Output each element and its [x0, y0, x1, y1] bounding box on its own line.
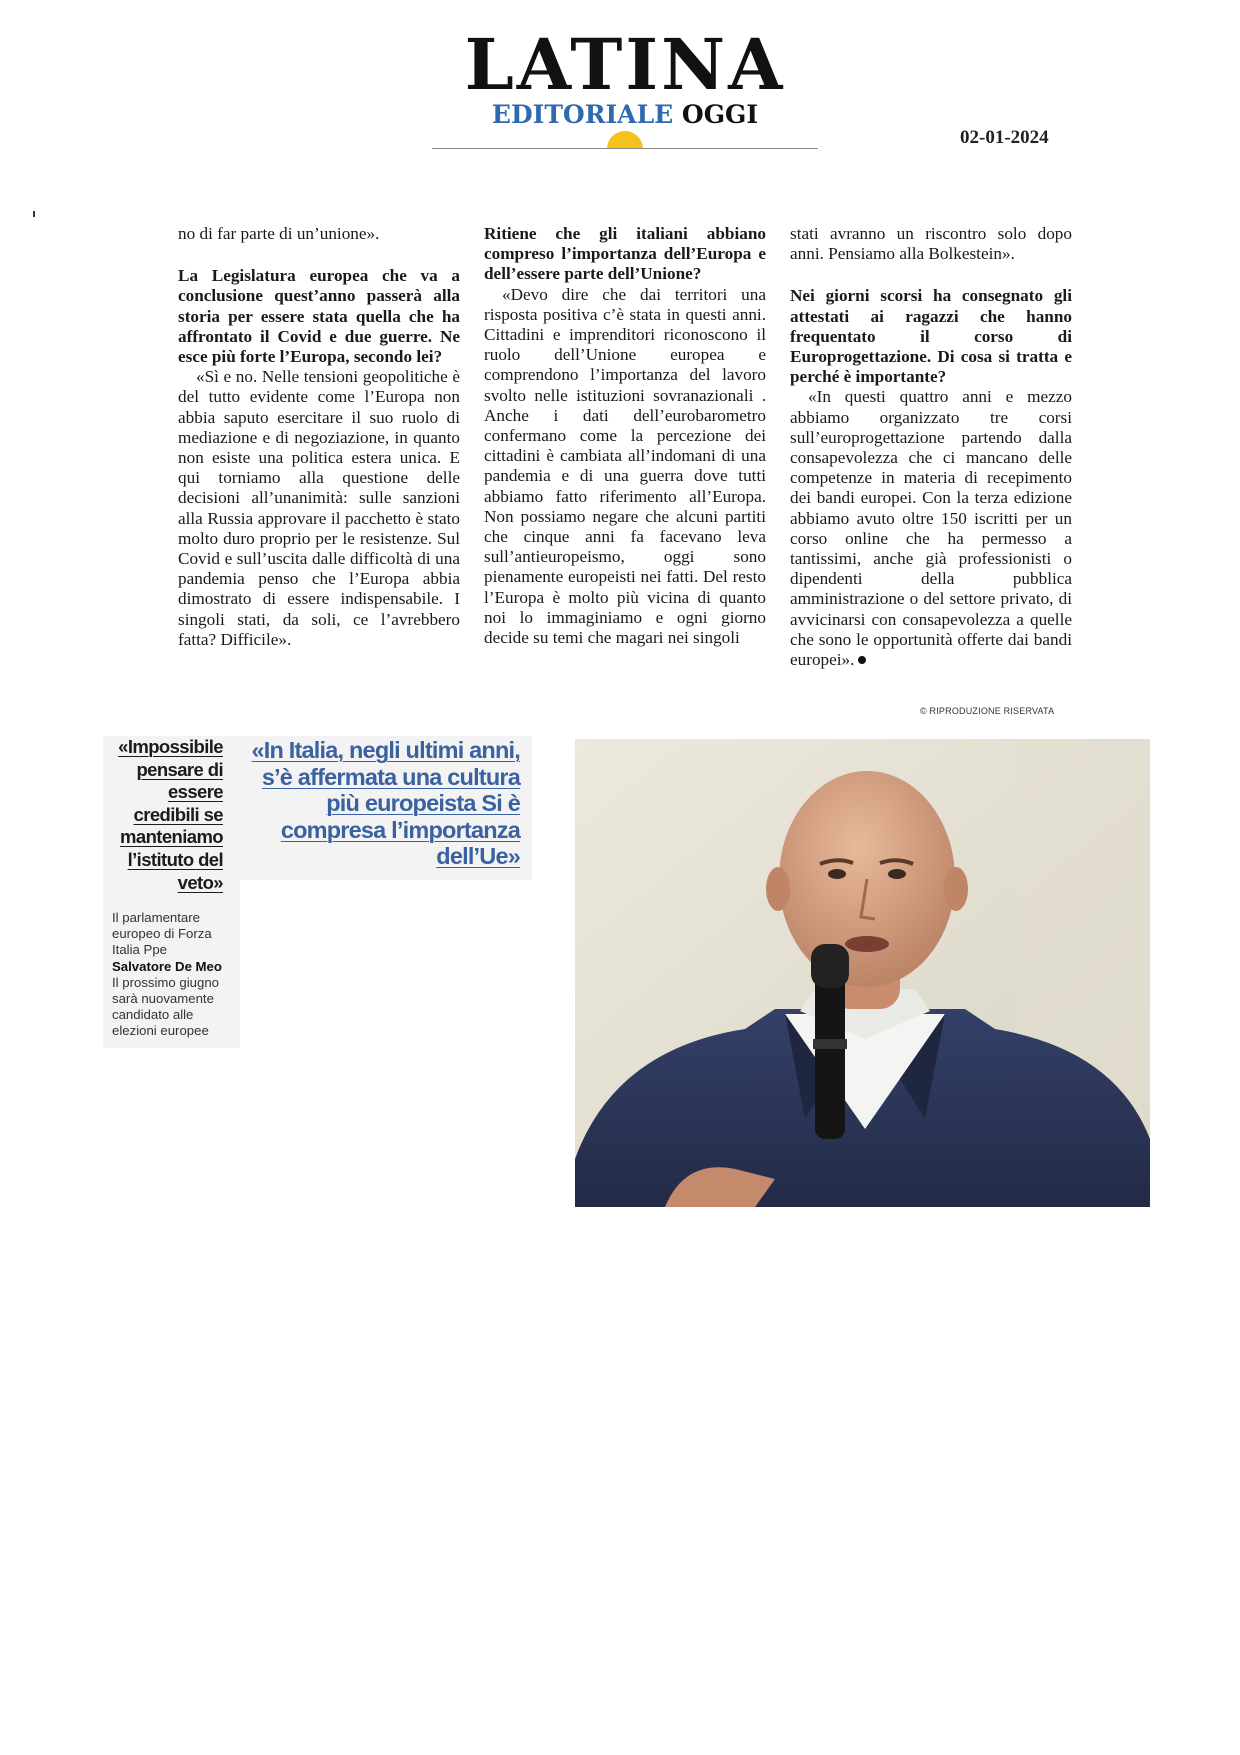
answer-3: «In questi quattro anni e mezzo abbiamo organizzato tre corsi sull’europrogettazione partendo dalla consapevolezza che ci mancano delle competenze in materia di recepimento dei bandi europei. Con la terza edizione abbiamo avuto oltre 150 iscritti per un corso online che ha permesso a tantissimi, anche già professionisti o dipendenti della pubblica amministrazione o del settore privato, di avvicinarsi con consapevolezza a quelle che sono le opportunità offerte dai bandi europei».	[790, 387, 1072, 670]
photo-caption	[112, 910, 240, 1040]
pullquote-2: «In Italia, negli ultimi anni, s’è affermata una cultura più europeista Si è compresa l’importanza dell’Ue»	[251, 737, 520, 870]
answer-2: «Devo dire che dai territori una risposta positiva c’è stata in questi anni. Cittadini e imprenditori riconoscono il ruolo dell’Unione europea e comprendono l’importanza del lavoro svolto nelle istituzioni sovranazionali . Anche i dati dell’eurobarometro confermano come la percezione dei cittadini è cambiata all’indomani di una pandemia e di una guerra dove tutti abbiamo fatto riferimento all’Europa. Non possiamo negare che alcuni partiti che cinque anni fa facevano leva sull’antieuropeismo, oggi sono pienamente europeisti nei fatti. Del resto l’Europa è molto più vicina di quanto noi lo immaginiamo e ogni giorno decide su temi che magari nei singoli	[484, 284, 766, 648]
continuation-text: no di far parte di un’unione».	[178, 224, 380, 243]
pullquote-1: «Impossibile pensare di essere credibili se manteniamo l’istituto del veto»	[118, 736, 223, 893]
question-2: Ritiene che gli italiani abbiano compreso l’importanza dell’Europa e dell’essere parte dell’Unione?	[484, 224, 766, 284]
masthead-title: LATINA	[464, 23, 786, 106]
answer-3-wrap	[790, 387, 1072, 670]
article-column-1	[178, 224, 460, 650]
caption-line-2: Il prossimo giugno sarà nuovamente candidato alle elezioni europee	[112, 974, 220, 1039]
article-column-2	[484, 224, 766, 648]
answer-1: «Sì e no. Nelle tensioni geopolitiche è del tutto evidente come l’Europa non abbia saputo esercitare il suo ruolo di mediazione e di negoziazione, in quanto non esiste una politica estera unica. E qui torniamo alla questione delle decisioni all’unanimità: sulle sanzioni alla Russia approvare il pacchetto è stato molto duro proprio per le resistenze. Sul Covid e sull’uscita dalle difficoltà di una pandemia penso che l’Europa abbia dimostrato di essere indispensabile. I singoli stati, da soli, ce l’avrebbero fatta? Difficile».	[178, 367, 460, 649]
question-1: La Legislatura europea che va a conclusione quest’anno passerà alla storia per essere stata quella che ha affrontato il Covid e due guerre. Ne esce più forte l’Europa, secondo lei?	[178, 266, 460, 367]
masthead	[432, 23, 818, 150]
caption-name: Salvatore De Meo	[112, 958, 222, 974]
masthead-subtitle	[450, 100, 800, 130]
copyright-notice: © RIPRODUZIONE RISERVATA	[920, 706, 1055, 716]
portrait-photo	[575, 739, 1150, 1207]
masthead-oggi: OGGI	[681, 100, 759, 129]
masthead-rule	[432, 148, 818, 149]
caption-line-1: Il parlamentare europeo di Forza Italia Ppe	[112, 910, 212, 958]
continuation-text-col3: stati avranno un riscontro solo dopo anni. Pensiamo alla Bolkestein».	[790, 224, 1072, 264]
masthead-editoriale: EDITORIALE	[491, 100, 674, 129]
end-mark-icon	[858, 656, 866, 664]
article-column-3	[790, 224, 1072, 670]
issue-date: 02-01-2024	[960, 127, 1049, 148]
margin-mark	[33, 211, 35, 217]
question-3: Nei giorni scorsi ha consegnato gli attestati ai ragazzi che hanno frequentato il corso di Europrogettazione. Di cosa si tratta e perché è importante?	[790, 286, 1072, 387]
portrait-illustration	[575, 739, 1150, 1207]
sun-logo-icon	[607, 131, 643, 149]
